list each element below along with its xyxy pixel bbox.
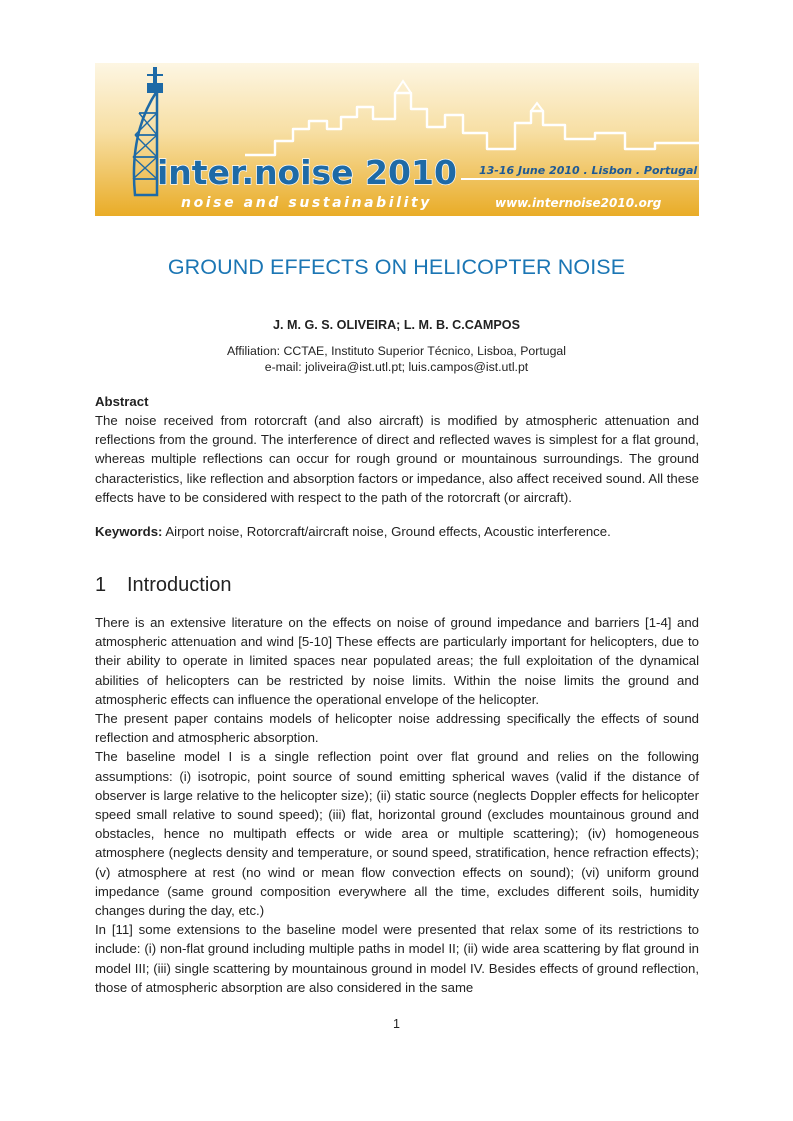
paper-title: GROUND EFFECTS ON HELICOPTER NOISE (167, 255, 626, 279)
intro-paragraph-4: In [11] some extensions to the baseline model were presented that relax some of its restrictions to include: (i) non-flat ground including multiple paths in model II; (ii) wide area scattering by flat ground in model III; (iii) single scattering by mountainous ground in model IV. Besides effects of ground reflection, those of atmospheric absorption are also considered in the same (95, 922, 699, 995)
intro-paragraph-1: There is an extensive literature on the effects on noise of ground impedance and barriers [1-4] and atmospheric attenuation and wind [5-10] These effects are particularly important for helicopters, due to their ability to operate in limited spaces near populated areas; the full exploitation of the dynamical abilities of helicopters can be restricted by noise limits. Within the noise limits the ground and atmospheric effects can influence the operational envelope of the helicopter. (95, 615, 699, 707)
intro-paragraph-3: The baseline model I is a single reflection point over flat ground and relies on the following assumptions: (i) isotropic, point source of sound emitting spherical waves (valid if the distance of observer is large relative to the helicopter size); (ii) static source (neglects Doppler effects for helicopter speed small relative to sound speed); (iii) flat, horizontal ground (excludes mountainous ground and obstacles, hence no multipath effects or wide area or multiple scattering); (iv) homogeneous atmosphere (neglects density and temperature, or sound speed, stratification, hence refraction effects); (v) atmosphere at rest (no wind or mean flow convection effects on sound); (vi) uniform ground impedance (same ground composition everywhere all the time, excludes different soils, humidity changes during the day, etc.) (95, 749, 699, 919)
event-dates: 13-16 June 2010 . Lisbon . Portugal (479, 164, 698, 177)
section-title: Introduction (127, 574, 232, 596)
abstract-heading: Abstract (95, 394, 149, 409)
conference-website: www.internoise2010.org (495, 196, 662, 210)
page-number: 1 (393, 1017, 400, 1031)
email: e-mail: joliveira@ist.utl.pt; luis.campos@ist.utl.pt (264, 359, 529, 374)
paper-authors: J. M. G. S. OLIVEIRA; L. M. B. C.CAMPOS (273, 318, 520, 332)
abstract-text: The noise received from rotorcraft (and also aircraft) is modified by atmospheric attenuation and reflections from the ground. The interference of direct and reflected waves is simplest for a flat ground, whereas multiple reflections can occur for rough ground or mountainous surroundings. The ground characteristics, like reflection and absorption factors or impedance, also affect received sound. All these effects have to be considered with respect to the path of the rotorcraft (or aircraft). (95, 413, 699, 505)
introduction-body (95, 613, 699, 997)
affiliation: Affiliation: CCTAE, Instituto Superior Técnico, Lisboa, Portugal (226, 344, 567, 358)
author-affiliation-block (0, 344, 793, 375)
intro-paragraph-2: The present paper contains models of helicopter noise addressing specifically the effects of sound reflection and atmospheric absorption. (95, 711, 699, 746)
section-number: 1 (95, 574, 107, 596)
logo-tagline: noise and sustainability (181, 195, 433, 211)
keywords-text: Airport noise, Rotorcraft/aircraft noise, Ground effects, Acoustic interference. (165, 524, 611, 539)
keywords (95, 522, 699, 541)
keywords-label: Keywords: (95, 524, 163, 539)
section-heading (95, 574, 232, 597)
banner-background (95, 63, 699, 216)
logo-main: inter.noise 2010 (157, 153, 457, 192)
conference-banner (95, 63, 699, 216)
